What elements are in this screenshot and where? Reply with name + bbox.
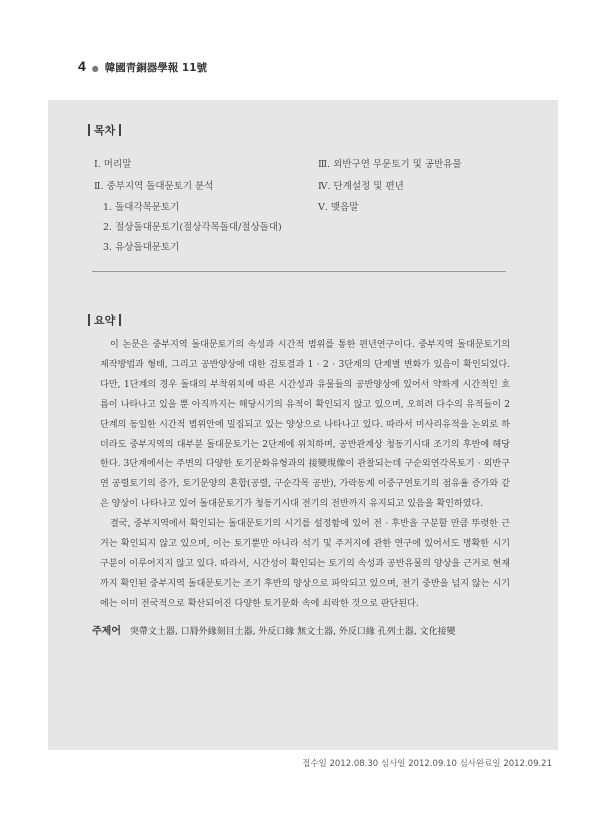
keywords — [92, 622, 532, 637]
toc-item: Ⅳ. 단계설정 및 편년 — [318, 181, 404, 192]
abstract-heading-label: 요약 — [94, 314, 116, 327]
abstract-paragraph: 결국, 중부지역에서 확인되는 돌대문토기의 시기를 설정함에 있어 전 · 후반을 구분할 만큼 뚜렷한 근거는 확인되지 않고 있으며, 이는 토기뿐만 아니라 석기 및 주거지에 관한 연구에 있어서도 명확한 시기구분이 이루어지지 않고 있다. 따라서, 시간성이 확인되는 토기의 속성과 공반유물의 양상을 근거로 현재까지 확인된 중부지역 돌대문토기는 조기 후반의 양상으로 파악되고 있으며, 전기 중반을 넘지 않는 시기에는 이미 전국적으로 확산되어진 다양한 토기문화 속에 쇠락한 것으로 판단된다. — [100, 519, 510, 609]
toc-item: Ⅰ. 머리말 — [94, 159, 132, 170]
toc-divider — [92, 271, 506, 272]
abstract-body — [100, 336, 510, 615]
heading-bar-icon — [119, 124, 121, 136]
keywords-label: 주제어 — [92, 626, 121, 637]
page-number: 4 — [78, 58, 86, 74]
toc-heading — [88, 122, 121, 138]
toc-item: Ⅲ. 외반구연 무문토기 및 공반유물 — [318, 159, 462, 170]
abstract-paragraph: 이 논문은 중부지역 돌대문토기의 속성과 시간적 범위를 통한 편년연구이다. 중부지역 돌대문토기의 제작방법과 형태, 그리고 공반양상에 대한 검토결과 1 · 2 · 3단계의 단계별 변화가 있음이 확인되었다. 다만, 1단계의 경우 돌대의 부착위치에 따른 시간성과 유물들의 공반양상에 있어서 약하게 시간적인 흐름이 나타나고 있을 뿐 아직까지는 해당시기의 유적이 확인되지 않고 있으며, 오히려 다수의 유적들이 2단계의 동일한 시간적 범위안에 밀집되고 있는 양상으로 나타나고 있다. 따라서 미사리유적을 논외로 하더라도 중부지역의 대부분 돌대문토기는 2단계에 위치하며, 공반관계상 청동기시대 조기의 후반에 해당한다. 3단계에서는 주변의 다양한 토기문화유형과의 接變現像이 관찰되는데 구순외연각목토기 · 외반구연 공렬토기의 증가, 토기문양의 혼합(공렬, 구순각목 공반), 가락동계 이중구연토기의 점유율 증가와 같은 양상이 나타나고 있어 돌대문토기가 청동기시대 전기의 전반까지 유지되고 있음을 확인하였다. — [100, 340, 510, 510]
bullet-icon: ● — [91, 64, 99, 73]
heading-bar-icon — [88, 314, 90, 326]
toc-item: 3. 유상돌대문토기 — [103, 242, 180, 253]
abstract-heading — [88, 312, 121, 328]
toc-heading-label: 목차 — [94, 124, 116, 137]
submission-dates: 접수일 2012.08.30 심사일 2012.09.10 심사완료일 2012.09.21 — [302, 759, 552, 769]
keywords-text: 突帶文土器, 口脣外緣刻目土器, 外反口緣 無文土器, 外反口緣 孔列土器, 文化接變 — [129, 627, 456, 637]
heading-bar-icon — [119, 314, 121, 326]
toc-item: 2. 절상돌대문토기(절상각목돌대/절상돌대) — [103, 222, 282, 233]
toc-item: Ⅴ. 맺음말 — [318, 202, 359, 213]
toc-item: 1. 돌대각목문토기 — [103, 202, 180, 213]
journal-title: 韓國靑銅器學報 11號 — [104, 62, 208, 74]
toc-item: Ⅱ. 중부지역 돌대문토기 분석 — [94, 181, 214, 192]
content-panel — [48, 100, 558, 750]
heading-bar-icon — [88, 124, 90, 136]
page-header — [78, 58, 207, 75]
